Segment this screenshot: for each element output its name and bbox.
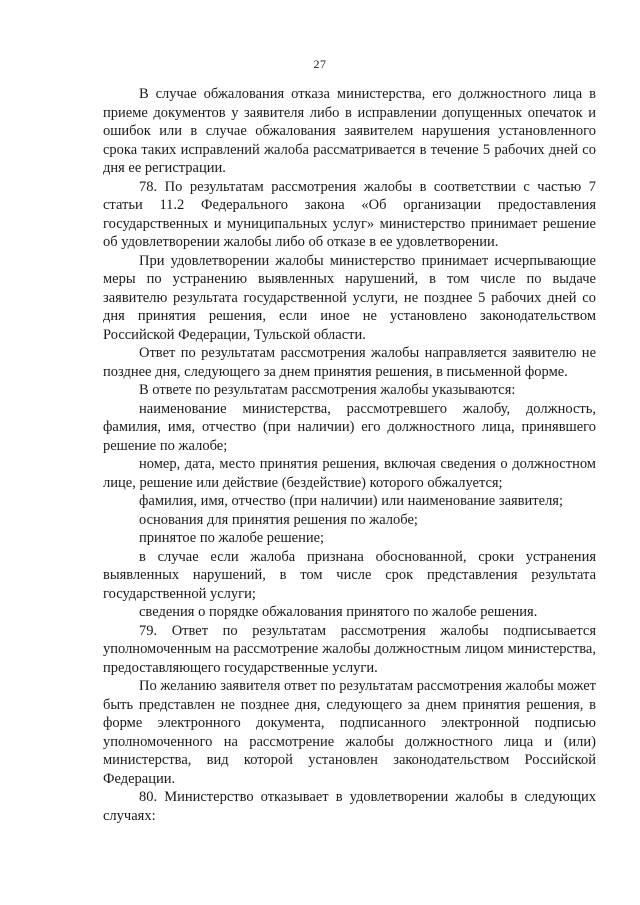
list-item: наименование министерства, рассмотревшего жалобу, должность, фамилия, имя, отчество (при наличии) его должностного лица, принявшего решение по жалобе; <box>103 400 596 454</box>
paragraph: 79. Ответ по результатам рассмотрения жалобы подписывается уполномоченным на рассмотрение жалобы должностным лицом министерства, предоставляющего государственные услуги. <box>103 622 596 676</box>
paragraph: По желанию заявителя ответ по результатам рассмотрения жалобы может быть представлен не позднее дня, следующего за днем принятия решения, в форме электронного документа, подписанного электронной подписью уполномоченного на рассмотрение жалобы должностного лица и (или) министерства, вид которой установлен законодательством Российской Федерации. <box>103 678 596 787</box>
document-body <box>103 85 596 825</box>
list-item: основания для принятия решения по жалобе; <box>139 511 418 528</box>
paragraph: Ответ по результатам рассмотрения жалобы направляется заявителю не позднее дня, следующего за днем принятия решения, в письменной форме. <box>103 345 596 380</box>
paragraph: При удовлетворении жалобы министерство принимает исчерпывающие меры по устранению выявленных нарушений, в том числе по выдаче заявителю результата государственной услуги, не позднее 5 рабочих дней со дня принятия решения, если иное не установлено законодательством Российской Федерации, Тульской области. <box>103 252 596 343</box>
paragraph: 80. Министерство отказывает в удовлетворении жалобы в следующих случаях: <box>103 789 596 824</box>
paragraph: 78. По результатам рассмотрения жалобы в соответствии с частью 7 статьи 11.2 Федерального закона «Об организации предоставления государственных и муниципальных услуг» министерство принимает решение об удовлетворении жалобы либо об отказе в ее удовлетворении. <box>103 178 596 250</box>
list-item: номер, дата, место принятия решения, включая сведения о должностном лице, решение или действие (бездействие) которого обжалуется; <box>103 456 596 491</box>
list-item: фамилия, имя, отчество (при наличии) или наименование заявителя; <box>139 493 563 509</box>
paragraph: В ответе по результатам рассмотрения жалобы указываются: <box>139 382 516 398</box>
list-item: сведения о порядке обжалования принятого по жалобе решения. <box>139 604 538 620</box>
paragraph: В случае обжалования отказа министерства, его должностного лица в приеме документов у заявителя либо в исправлении допущенных опечаток и ошибок или в случае обжалования заявителем нарушения установленного срока таких исправлений жалоба рассматривается в течение 5 рабочих дней со дня ее регистрации. <box>103 86 596 176</box>
list-item: в случае если жалоба признана обоснованной, сроки устранения выявленных нарушений, в том числе срок представления результата государственной услуги; <box>103 548 596 602</box>
page-number: 27 <box>313 57 327 71</box>
list-item: принятое по жалобе решение; <box>139 530 325 546</box>
